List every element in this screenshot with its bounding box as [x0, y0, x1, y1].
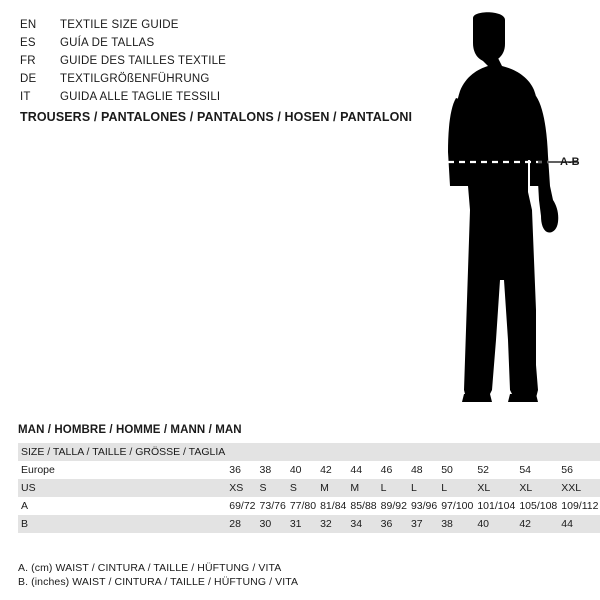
- table-cell: [379, 443, 409, 461]
- table-cell: XXL: [559, 479, 600, 497]
- table-cell: 42: [517, 515, 559, 533]
- table-cell: 28: [227, 515, 257, 533]
- table-cell: S: [288, 479, 318, 497]
- measure-label-ab: A-B: [560, 156, 580, 168]
- figure-illustration: [410, 10, 590, 410]
- table-cell: [475, 443, 517, 461]
- male-body-silhouette: [410, 10, 590, 410]
- table-cell: [559, 443, 600, 461]
- table-cell: L: [439, 479, 475, 497]
- table-cell: 37: [409, 515, 439, 533]
- table-cell: 38: [258, 461, 288, 479]
- language-row: [20, 52, 420, 70]
- table-cell: 105/108: [517, 497, 559, 515]
- table-cell: [409, 443, 439, 461]
- table-cell: 97/100: [439, 497, 475, 515]
- table-cell: S: [258, 479, 288, 497]
- language-row: [20, 34, 420, 52]
- table-section-title: MAN / HOMBRE / HOMME / MANN / MAN: [18, 424, 242, 436]
- table-cell: [439, 443, 475, 461]
- row-label: B: [18, 515, 227, 533]
- table-cell: 32: [318, 515, 348, 533]
- language-row: [20, 16, 420, 34]
- table-cell: 109/112: [559, 497, 600, 515]
- table-cell: 77/80: [288, 497, 318, 515]
- table-row: [18, 461, 600, 479]
- table-cell: 85/88: [348, 497, 378, 515]
- table-cell: 56: [559, 461, 600, 479]
- language-code: EN: [20, 19, 37, 31]
- language-text: TEXTILGRÖßENFÜHRUNG: [60, 73, 210, 85]
- table-cell: 44: [559, 515, 600, 533]
- language-text: GUIDA ALLE TAGLIE TESSILI: [60, 91, 221, 103]
- table-cell: M: [318, 479, 348, 497]
- row-label: A: [18, 497, 227, 515]
- table-cell: 93/96: [409, 497, 439, 515]
- table-cell: [258, 443, 288, 461]
- footnotes: [18, 561, 298, 589]
- garment-title: TROUSERS / PANTALONES / PANTALONS / HOSEN / PANTALONI: [20, 110, 413, 124]
- table-cell: 52: [475, 461, 517, 479]
- table-cell: [318, 443, 348, 461]
- table-row: [18, 515, 600, 533]
- table-cell: [227, 443, 257, 461]
- table-cell: [288, 443, 318, 461]
- size-table: [18, 443, 600, 533]
- table-cell: XL: [517, 479, 559, 497]
- table-row: [18, 497, 600, 515]
- table-cell: 81/84: [318, 497, 348, 515]
- row-label: SIZE / TALLA / TAILLE / GRÖSSE / TAGLIA: [18, 443, 227, 461]
- table-cell: 30: [258, 515, 288, 533]
- table-cell: 42: [318, 461, 348, 479]
- footnote-a: A. (cm) WAIST / CINTURA / TAILLE / HÜFTUNG / VITA: [18, 562, 282, 574]
- table-cell: 54: [517, 461, 559, 479]
- language-code: FR: [20, 55, 36, 67]
- table-cell: XS: [227, 479, 257, 497]
- language-row: [20, 70, 420, 88]
- table-cell: 48: [409, 461, 439, 479]
- table-cell: 40: [288, 461, 318, 479]
- table-cell: L: [379, 479, 409, 497]
- language-text: GUÍA DE TALLAS: [60, 37, 155, 49]
- table-cell: XL: [475, 479, 517, 497]
- table-cell: 34: [348, 515, 378, 533]
- language-list: [20, 16, 420, 106]
- table-cell: 36: [227, 461, 257, 479]
- table-cell: 38: [439, 515, 475, 533]
- table-cell: 50: [439, 461, 475, 479]
- table-cell: 69/72: [227, 497, 257, 515]
- language-text: TEXTILE SIZE GUIDE: [60, 19, 179, 31]
- language-row: [20, 88, 420, 106]
- table-cell: [517, 443, 559, 461]
- table-cell: 73/76: [258, 497, 288, 515]
- size-table-section: [18, 424, 599, 533]
- language-text: GUIDE DES TAILLES TEXTILE: [60, 55, 227, 67]
- footnote-b: B. (inches) WAIST / CINTURA / TAILLE / HÜFTUNG / VITA: [18, 576, 299, 588]
- table-row: [18, 443, 600, 461]
- table-row: [18, 479, 600, 497]
- table-cell: 36: [379, 515, 409, 533]
- table-cell: 46: [379, 461, 409, 479]
- language-code: IT: [20, 91, 31, 103]
- language-code: ES: [20, 37, 36, 49]
- table-cell: 31: [288, 515, 318, 533]
- language-code: DE: [20, 73, 37, 85]
- table-cell: L: [409, 479, 439, 497]
- table-cell: 89/92: [379, 497, 409, 515]
- table-cell: 44: [348, 461, 378, 479]
- table-cell: [348, 443, 378, 461]
- row-label: US: [18, 479, 227, 497]
- table-cell: M: [348, 479, 378, 497]
- row-label: Europe: [18, 461, 227, 479]
- table-cell: 40: [475, 515, 517, 533]
- table-cell: 101/104: [475, 497, 517, 515]
